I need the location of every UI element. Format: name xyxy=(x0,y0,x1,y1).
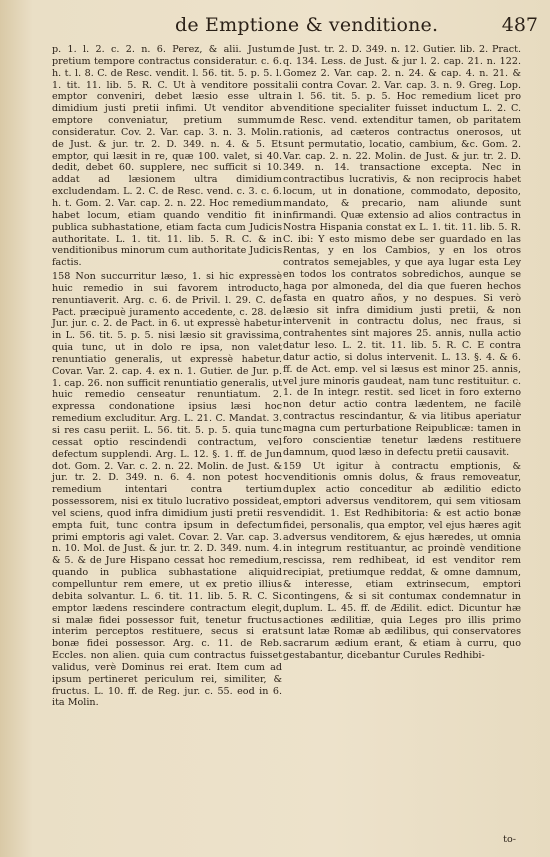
running-title: de Emptione & venditione. xyxy=(175,14,439,36)
right-column xyxy=(283,44,521,662)
paragraph: 159 Ut igitur à contractu emptionis, & venditionis omnis dolus, & fraus removeatur, duplex actio conceditur ab ædilitio edicto emptori adversus venditorem, qui sem vitiosam vendidit. 1. Est Redhibitoria: & est actio bonæ fidei, personalis, qua emptor, vel ejus hæres agit adversus venditorem, & ejus hæredes, ut omnia in integrum restituantur, ac proindè venditione rescissa, rem redhibeat, id est venditor rem recipiat, pretiumque reddat, & omne damnum, & interesse, etiam extrinsecum, emptori contingens, & si sit contumax condemnatur in duplum. L. 45. ff. de Ædilit. edict. Dicuntur hæ actiones ædilitiæ, quia Leges pro illis primo sunt latæ Romæ ab ædilibus, qui conservatores sacrarum ædium erant, & etiam à curru, quo gestabantur, dicebantur Curules Redhibi- xyxy=(283,460,521,662)
paragraph: de Just. tr. 2. D. 349. n. 12. Gutier. lib. 2. Pract. q. 134. Less. de Just. & jur l. 2. cap. 21. n. 122. Gomez 2. Var. cap. 2. n. 24. & cap. 4. n. 21. & alii contra Covar. 2. Var. cap. 3. n. 9. Greg. Lop. in l. 56. tit. 5. p. 5. Hoc remedium licet pro venditione specialiter fuisset inductum L. 2. C. de Resc. vend. extenditur tamen, ob paritatem rationis, ad cæteros contractus onerosos, ut sunt permutatio, locatio, cambium, &c. Gom. 2. Var. cap. 2. n. 22. Molin. de Just. & jur. tr. 2. D. 349. n. 14. transactione excepta. Nec in contractibus lucrativis, & non reciprocis habet locum, ut in donatione, commodato, deposito, mandato, & precario, nam aliunde sunt infirmandi. Quæ extensio ad alios contractus in Nostra Hispania constat ex L. 1. tit. 11. lib. 5. R. C. ibi: Y esto mismo debe ser guardado en las Rentas, y en los Cambios, y en los otros contratos semejables, y que aya lugar esta Ley en todos los contratos sobredichos, aunque se haga por almoneda, del dia que fueren hechos fasta en quatro años, y no despues. Si verò læsio sit infra dimidium justi pretii, & non intervenit in contractu dolus, nec fraus, si contrahentes sint majores 25. annis, nulla actio datur leso. L. 2. tit. 11. lib. 5. R. C. E contra datur actio, si dolus intervenit. L. 13. §. 4. & 6. ff. de Act. emp. vel si læsus est minor 25. annis, vel jure minoris gaudeat, nam tunc restituitur. c. 1. de In integr. restit. sed licet in foro externo non detur actio contra lædentem, ne facilè contractus rescindantur, & via litibus aperiatur magna cum perturbatione Reipublicæ: tamen in foro conscientiæ tenetur lædens restituere damnum, quod læso in defectu pretii causavit. xyxy=(283,44,521,458)
left-column xyxy=(52,44,282,709)
paragraph: p. 1. l. 2. c. 2. n. 6. Perez, & alii. Justum pretium tempore contractus consideratur. c. 6. h. t. l. 8. C. de Resc. vendit. l. 56. tit. 5. p. 5. l. 1. tit. 11. lib. 5. R. C. Ut à venditore possit emptor conveniri, debet læsio esse ultra dimidium justi pretii infimi. Ut venditor ab emptore conveniatur, pretium summum consideratur. Cov. 2. Var. cap. 3. n. 3. Molin. de Just. & jur. tr. 2. D. 349. n. 4. & 5. Et emptor, qui læsit in re, quæ 100. valet, si 40. dedit, debet 60. supplere, nec sufficit si 10. addat ad læsionem ultra dimidium excludendam. L. 2. C. de Resc. vend. c. 3. c. 6. h. t. Gom. 2. Var. cap. 2. n. 22. Hoc remedium habet locum, etiam quando venditio fit in publica subhastatione, etiam facta cum Judicis authoritate. L. 1. tit. 11. lib. 5. R. C. & in venditionibus minorum cum authoritate Judicis factis. xyxy=(52,44,282,269)
running-head xyxy=(0,14,550,38)
catchword: to- xyxy=(503,834,516,845)
paragraph: 158 Non succurritur læso, 1. si hic expressè huic remedio in sui favorem introducto, renuntiaverit. Arg. c. 6. de Privil. l. 29. C. de Pact. præcipuè juramento accedente, c. 28. de Jur. jur. c. 2. de Pact. in 6. ut expressè habetur in L. 56. tit. 5. p. 5. nisi læsio sit gravissima, quia tunc, ut in dolo re ipsa, non valet renuntiatio generalis, ut expressè habetur. Covar. Var. 2. cap. 4. ex n. 1. Gutier. de Jur. p. 1. cap. 26. non sufficit renuntiatio generalis, ut huic remedio censeatur renuntiatum. 2. expressa condonatione ipsius læsi hoc remedium excluditur. Arg. L. 21. C. Mandat. 3. si res casu periit. L. 56. tit. 5. p. 5. quia tunc cessat optio rescindendi contractum, vel defectum supplendi. Arg. L. 12. §. 1. ff. de Jun dot. Gom. 2. Var. c. 2. n. 22. Molin. de Just. & jur. tr. 2. D. 349. n. 6. 4. non potest hoc remedium intentari contra tertium possessorem, nisi ex titulo lucrativo possideat, vel sciens, quod infra dimidium justi pretii res empta fuit, tunc contra ipsum in defectum primi emptoris agi valet. Covar. 2. Var. cap. 3. n. 10. Mol. de Just. & jur. tr. 2. D. 349. num. 4. & 5. & de Jure Hispano cessat hoc remedium, quando in publica subhastatione aliquid compelluntur rem emere, ut ex pretio illius debita solvantur. L. 6. tit. 11. lib. 5. R. C. Si emptor lædens rescindere contractum elegit, si malæ fidei possessor fuit, tenetur fructus interim perceptos restituere, secus si erat bonæ fidei possessor. Arg. c. 11. de Reb. Eccles. non alien. quia cum contractus fuisset validus, verè Dominus rei erat. Item cum ad ipsum pertineret periculum rei, similiter, & fructus. L. 10. ff. de Reg. jur. c. 55. eod in 6. ita Molin. xyxy=(52,271,282,709)
page-number: 487 xyxy=(501,14,538,36)
